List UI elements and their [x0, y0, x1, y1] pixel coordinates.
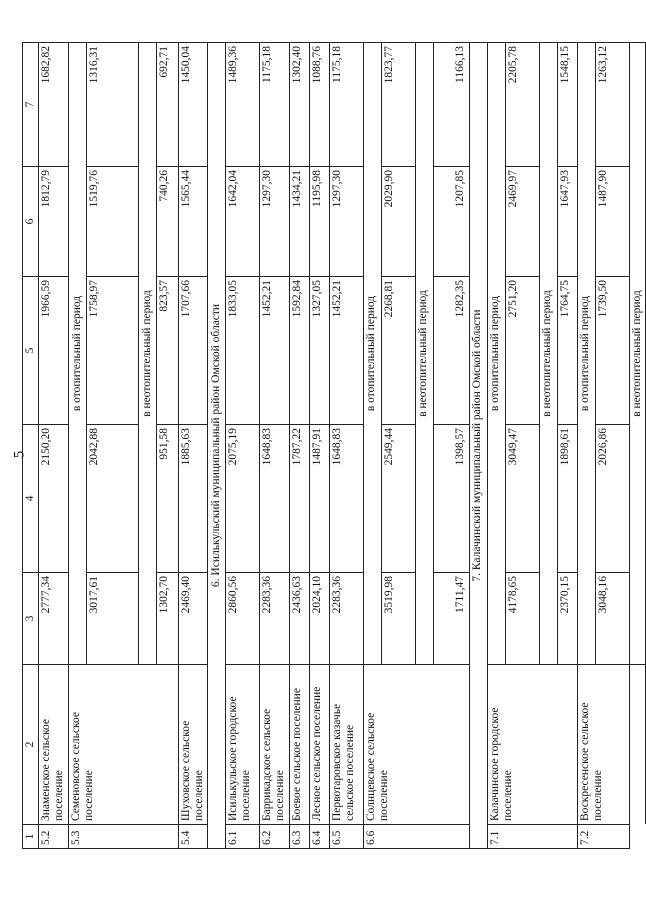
value-cell: 2075,19	[226, 425, 260, 573]
table-row	[178, 43, 207, 849]
value-cell: 1297,30	[260, 167, 289, 277]
row-number: 7.1	[487, 825, 577, 849]
settlement-name: Шуховское сельское поселение	[178, 665, 207, 825]
value-cell: 1711,47	[433, 573, 469, 665]
value-cell: 1592,84	[289, 277, 309, 425]
value-cell: 1647,93	[557, 167, 577, 277]
row-number: 6.6	[363, 825, 469, 849]
value-cell: 2751,20	[505, 277, 539, 425]
value-cell: 1519,76	[86, 167, 138, 277]
period-label: в отопительный период	[487, 43, 505, 665]
tariff-table	[22, 42, 646, 849]
value-cell: 1648,83	[329, 425, 363, 573]
settlement-name: Первотаровское казачье сельское поселение	[329, 665, 363, 825]
col-header-3: 3	[23, 573, 39, 665]
value-cell: 1327,05	[309, 277, 329, 425]
value-cell: 1648,83	[260, 425, 289, 573]
value-cell: 1398,57	[433, 425, 469, 573]
settlement-name: Боевое сельское поселение	[289, 665, 309, 825]
value-cell: 1823,77	[381, 43, 415, 167]
table-row	[289, 43, 309, 849]
value-cell: 1787,22	[289, 425, 309, 573]
value-cell: 1302,70	[156, 573, 178, 665]
value-cell: 1758,97	[86, 277, 138, 425]
value-cell: 1966,59	[39, 277, 68, 425]
value-cell: 1316,31	[86, 43, 138, 167]
period-label: в отопительный период	[577, 43, 595, 665]
period-row	[363, 43, 381, 849]
value-cell: 1885,63	[178, 425, 207, 573]
value-cell: 1088,76	[309, 43, 329, 167]
table-row	[329, 43, 363, 849]
section-row	[469, 43, 487, 849]
value-cell: 1707,66	[178, 277, 207, 425]
period-row	[487, 43, 505, 849]
row-number: 6.5	[329, 825, 363, 849]
value-cell: 2860,56	[226, 573, 260, 665]
row-number: 6.3	[289, 825, 309, 849]
col-header-4: 4	[23, 425, 39, 573]
settlement-name: Калачинское городское поселение	[487, 665, 577, 825]
value-cell: 1487,90	[595, 167, 629, 277]
value-cell: 1812,79	[39, 167, 68, 277]
value-cell: 1434,21	[289, 167, 309, 277]
table-row	[260, 43, 289, 849]
value-cell: 1833,05	[226, 277, 260, 425]
value-cell: 692,71	[156, 43, 178, 167]
value-cell: 1642,04	[226, 167, 260, 277]
row-number: 6.1	[226, 825, 260, 849]
row-number: 5.4	[178, 825, 207, 849]
period-row	[629, 43, 645, 849]
value-cell: 3017,61	[86, 573, 138, 665]
period-label: в неотопительный период	[138, 43, 156, 665]
value-cell: 2283,36	[260, 573, 289, 665]
col-header-1: 1	[23, 825, 39, 849]
value-cell: 2469,97	[505, 167, 539, 277]
value-cell: 2029,90	[381, 167, 415, 277]
row-number: 7.2	[577, 825, 629, 849]
value-cell: 3519,98	[381, 573, 415, 665]
value-cell: 1565,44	[178, 167, 207, 277]
value-cell: 2549,44	[381, 425, 415, 573]
value-cell: 1548,15	[557, 43, 577, 167]
value-cell: 2469,40	[178, 573, 207, 665]
value-cell: 823,57	[156, 277, 178, 425]
value-cell: 1487,91	[309, 425, 329, 573]
value-cell: 1207,85	[433, 167, 469, 277]
value-cell: 1450,04	[178, 43, 207, 167]
row-number: 6.4	[309, 825, 329, 849]
period-label: в неотопительный период	[539, 43, 557, 665]
value-cell: 1489,36	[226, 43, 260, 167]
value-cell: 1282,35	[433, 277, 469, 425]
value-cell: 1764,75	[557, 277, 577, 425]
value-cell: 2205,78	[505, 43, 539, 167]
settlement-name: Знаменское сельское поселение	[39, 665, 68, 825]
settlement-name: Баррикадское сельское поселение	[260, 665, 289, 825]
value-cell: 1195,98	[309, 167, 329, 277]
value-cell: 2042,88	[86, 425, 138, 573]
settlement-name: Семеновское сельское поселение	[68, 665, 178, 825]
settlement-name: Лесное сельское поселение	[309, 665, 329, 825]
value-cell: 1898,61	[557, 425, 577, 573]
period-label: в отопительный период	[363, 43, 381, 665]
value-cell: 1739,50	[595, 277, 629, 425]
period-label: в отопительный период	[68, 43, 86, 665]
value-cell: 1263,12	[595, 43, 629, 167]
period-row	[68, 43, 86, 849]
period-label: в неотопительный период	[415, 43, 433, 665]
value-cell: 2150,20	[39, 425, 68, 573]
row-number: 6.2	[260, 825, 289, 849]
settlement-name: Солнцевское сельское поселение	[363, 665, 469, 825]
col-header-6: 6	[23, 167, 39, 277]
table-row	[226, 43, 260, 849]
section-row	[208, 43, 226, 849]
value-cell: 2268,81	[381, 277, 415, 425]
settlement-name: Исилькульское городское поселение	[226, 665, 260, 825]
settlement-name: Воскресенское сельское поселение	[577, 665, 629, 825]
value-cell: 3048,16	[595, 573, 629, 665]
value-cell: 3049,47	[505, 425, 539, 573]
col-header-2: 2	[23, 665, 39, 825]
value-cell: 1452,21	[260, 277, 289, 425]
value-cell: 1175,18	[260, 43, 289, 167]
value-cell: 2370,15	[557, 573, 577, 665]
value-cell: 2024,10	[309, 573, 329, 665]
row-number: 5.3	[68, 825, 178, 849]
col-header-5: 5	[23, 277, 39, 425]
section-title: 6. Исилькульский муниципальный район Омской области	[208, 43, 226, 849]
value-cell: 2026,86	[595, 425, 629, 573]
value-cell: 1452,21	[329, 277, 363, 425]
value-cell: 4178,65	[505, 573, 539, 665]
value-cell: 2777,34	[39, 573, 68, 665]
column-numbers-row	[23, 43, 39, 849]
value-cell: 1166,13	[433, 43, 469, 167]
value-cell: 951,58	[156, 425, 178, 573]
value-cell: 1302,40	[289, 43, 309, 167]
value-cell: 1682,82	[39, 43, 68, 167]
section-title: 7. Калачинский муниципальный район Омской области	[469, 43, 487, 849]
value-cell: 1297,30	[329, 167, 363, 277]
value-cell: 2436,63	[289, 573, 309, 665]
table-row	[309, 43, 329, 849]
table-row	[39, 43, 68, 849]
value-cell: 740,26	[156, 167, 178, 277]
col-header-7: 7	[23, 43, 39, 167]
period-row	[577, 43, 595, 849]
value-cell: 2283,36	[329, 573, 363, 665]
rotated-table-wrapper	[22, 43, 643, 849]
value-cell: 1175,18	[329, 43, 363, 167]
row-number: 5.2	[39, 825, 68, 849]
page-number: 5	[11, 450, 28, 459]
period-label: в неотопительный период	[629, 43, 645, 665]
